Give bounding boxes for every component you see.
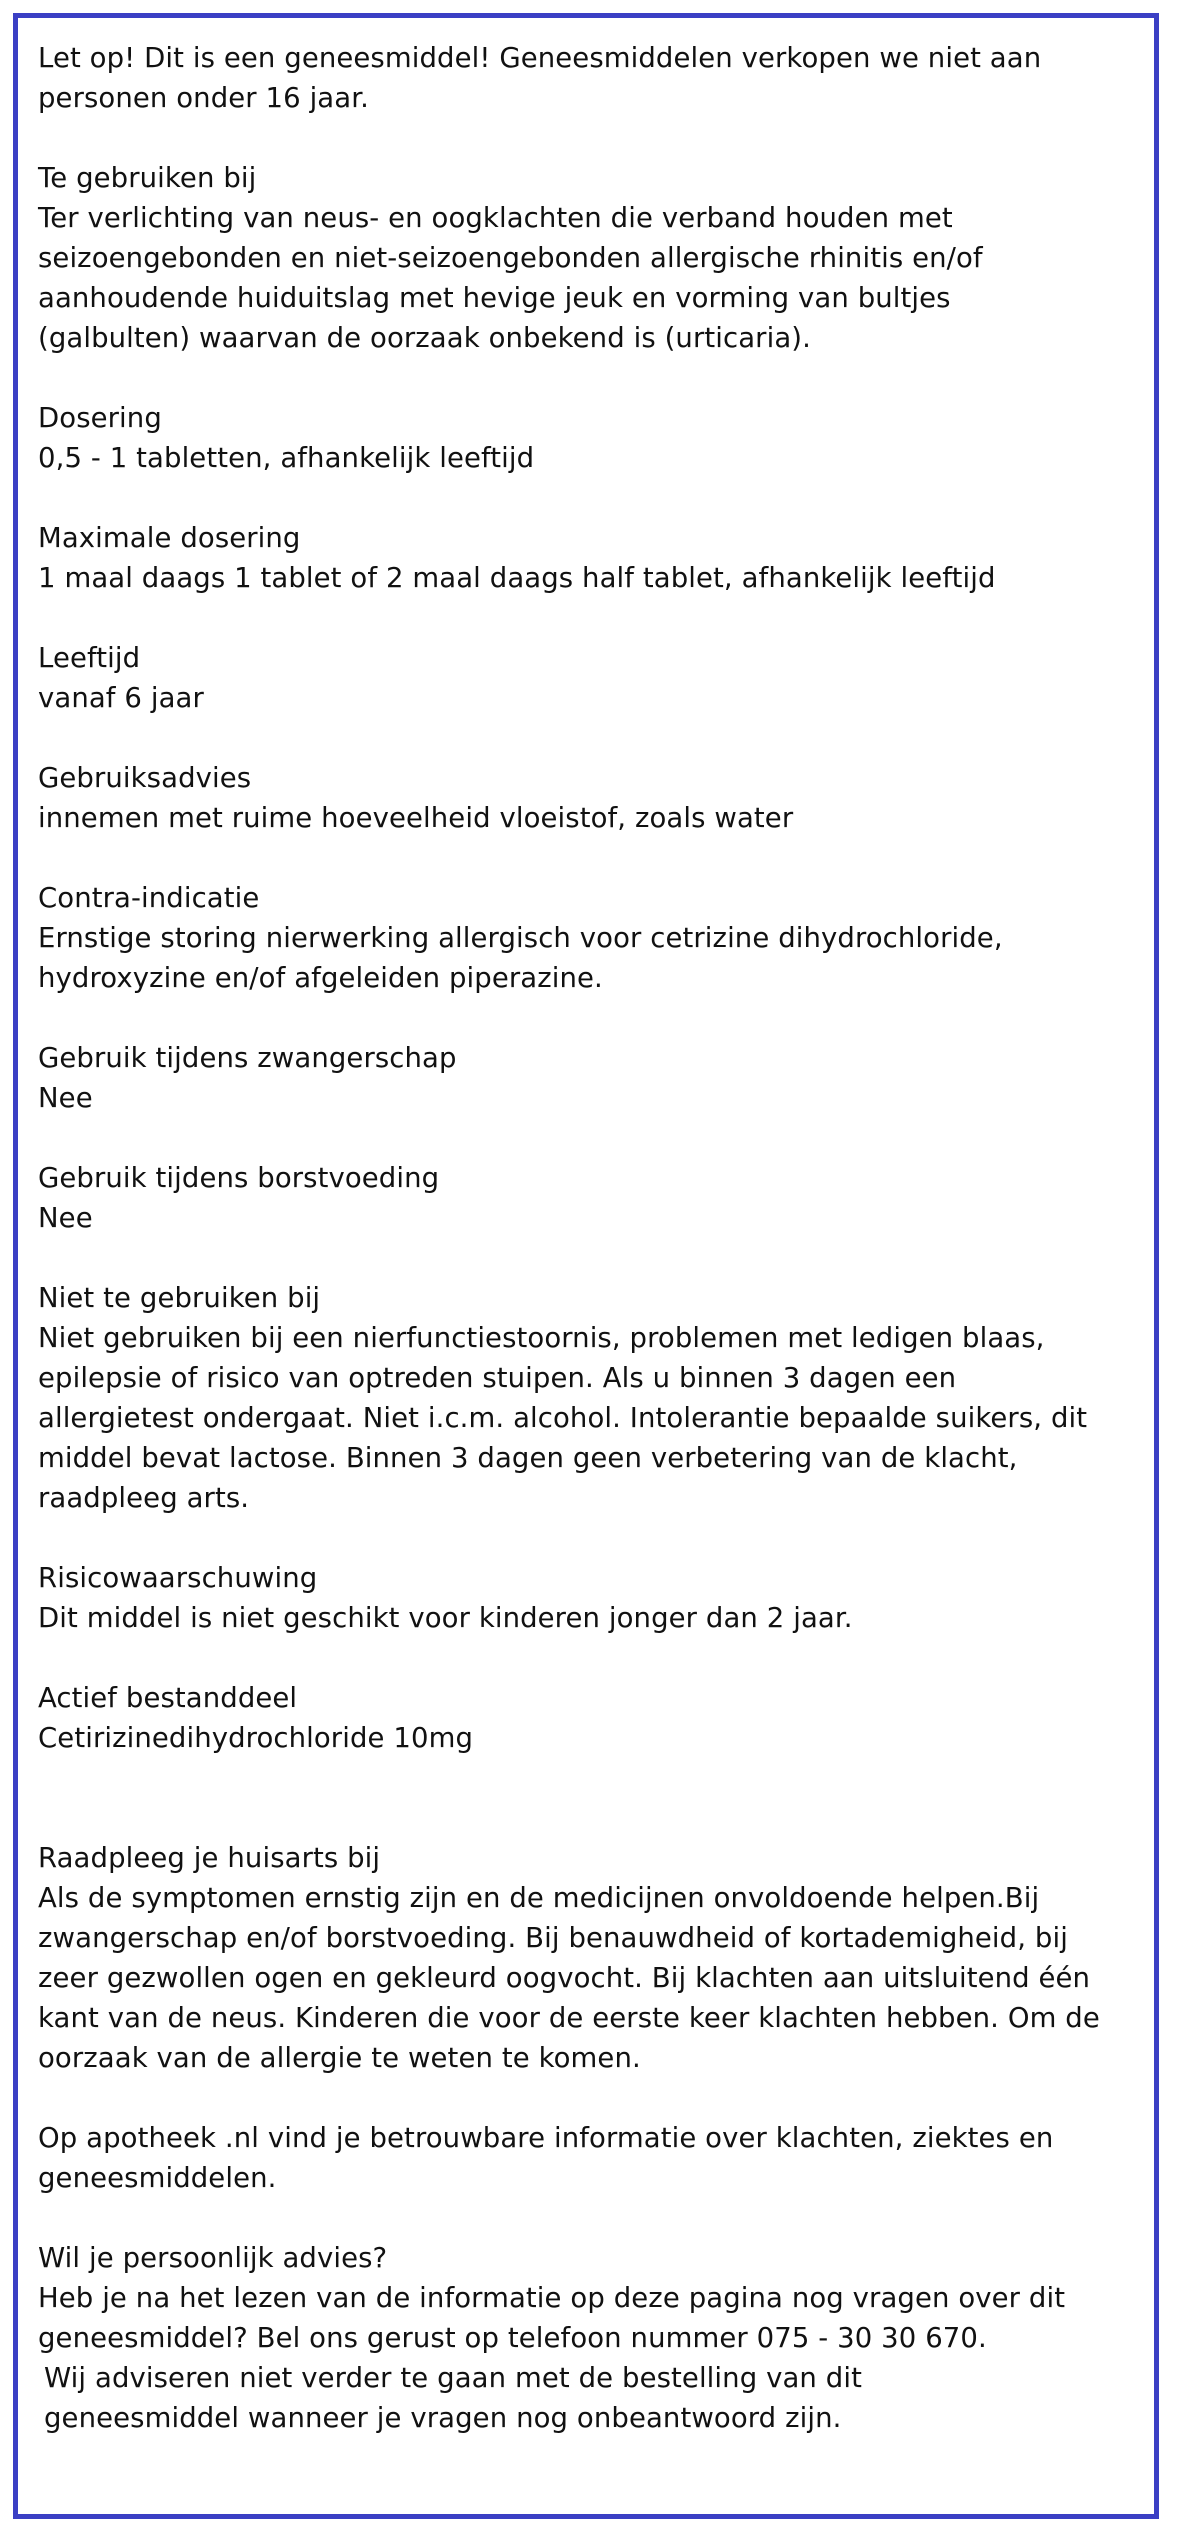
section-heading: Niet te gebruiken bij <box>38 1282 321 1314</box>
section-body: Nee <box>38 1082 93 1114</box>
age-warning <box>38 38 1138 118</box>
section-body: Ter verlichting van neus- en oogklachten die verband houden met seizoengebonden en niet-seizoengebonden allergische rhinitis en/of aanhoudende huiduitslag met hevige jeuk en vorming van bultjes (galbulten) waarvan de oorzaak onbekend is (urticaria). <box>38 202 983 354</box>
section-body: Dit middel is niet geschikt voor kinderen jonger dan 2 jaar. <box>38 1602 853 1634</box>
section-body: Cetirizinedihydrochloride 10mg <box>38 1722 474 1754</box>
section-heading: Gebruik tijdens zwangerschap <box>38 1042 457 1074</box>
section-body: Ernstige storing nierwerking allergisch voor cetrizine dihydrochloride, hydroxyzine en/of afgeleiden piperazine. <box>38 922 1003 994</box>
section-heading: Dosering <box>38 402 162 434</box>
info-note <box>38 2118 1138 2198</box>
section-contraindication <box>38 878 1138 998</box>
section-body: Als de symptomen ernstig zijn en de medicijnen onvoldoende helpen.Bij zwangerschap en/of borstvoeding. Bij benauwdheid of kortademigheid, bij zeer gezwollen ogen en gekleurd oogvocht. Bij klachten aan uitsluitend één kant van de neus. Kinderen die voor de eerste keer klachten hebben. Om de oorzaak van de allergie te weten te komen. <box>38 1882 1100 2074</box>
section-body: Heb je na het lezen van de informatie op deze pagina nog vragen over dit geneesmiddel? Bel ons gerust op telefoon nummer 075 - 30 30 670. <box>38 2282 1066 2354</box>
section-heading: Maximale dosering <box>38 522 301 554</box>
section-max-dosage <box>38 518 1138 598</box>
spacer <box>38 1798 1138 1838</box>
section-do-not-use <box>38 1278 1138 1518</box>
advice-note: Wij adviseren niet verder te gaan met de bestelling van dit geneesmiddel wanneer je vragen nog onbeantwoord zijn. <box>44 2362 862 2434</box>
section-heading: Contra-indicatie <box>38 882 260 914</box>
section-heading: Gebruiksadvies <box>38 762 252 794</box>
section-body: innemen met ruime hoeveelheid vloeistof, zoals water <box>38 802 794 834</box>
section-consult-doctor <box>38 1838 1138 2078</box>
section-active-ingredient <box>38 1678 1138 1758</box>
section-body: 0,5 - 1 tabletten, afhankelijk leeftijd <box>38 442 535 474</box>
section-body: Nee <box>38 1202 93 1234</box>
section-heading: Gebruik tijdens borstvoeding <box>38 1162 440 1194</box>
age-warning-text: Let op! Dit is een geneesmiddel! Geneesmiddelen verkopen we niet aan personen onder 16 jaar. <box>38 42 1042 114</box>
section-body: vanaf 6 jaar <box>38 682 204 714</box>
section-dosage <box>38 398 1138 478</box>
section-heading: Te gebruiken bij <box>38 162 257 194</box>
section-body: Niet gebruiken bij een nierfunctiestoornis, problemen met ledigen blaas, epilepsie of risico van optreden stuipen. Als u binnen 3 dagen een allergietest ondergaat. Niet i.c.m. alcohol. Intolerantie bepaalde suikers, dit middel bevat lactose. Binnen 3 dagen geen verbetering van de klacht, raadpleeg arts. <box>38 1322 1088 1514</box>
section-heading: Leeftijd <box>38 642 141 674</box>
section-age <box>38 638 1138 718</box>
info-text: Op apotheek .nl vind je betrouwbare informatie over klachten, ziektes en geneesmiddelen. <box>38 2122 1054 2194</box>
section-breastfeeding <box>38 1158 1138 1238</box>
section-heading: Actief bestanddeel <box>38 1682 298 1714</box>
section-pregnancy <box>38 1038 1138 1118</box>
section-risk-warning <box>38 1558 1138 1638</box>
section-use <box>38 158 1138 358</box>
section-personal-advice <box>38 2238 1138 2438</box>
section-heading: Risicowaarschuwing <box>38 1562 318 1594</box>
section-heading: Raadpleeg je huisarts bij <box>38 1842 381 1874</box>
section-body: 1 maal daags 1 tablet of 2 maal daags half tablet, afhankelijk leeftijd <box>38 562 996 594</box>
section-heading: Wil je persoonlijk advies? <box>38 2242 388 2274</box>
product-info-text <box>38 38 1138 2478</box>
section-usage-advice <box>38 758 1138 838</box>
